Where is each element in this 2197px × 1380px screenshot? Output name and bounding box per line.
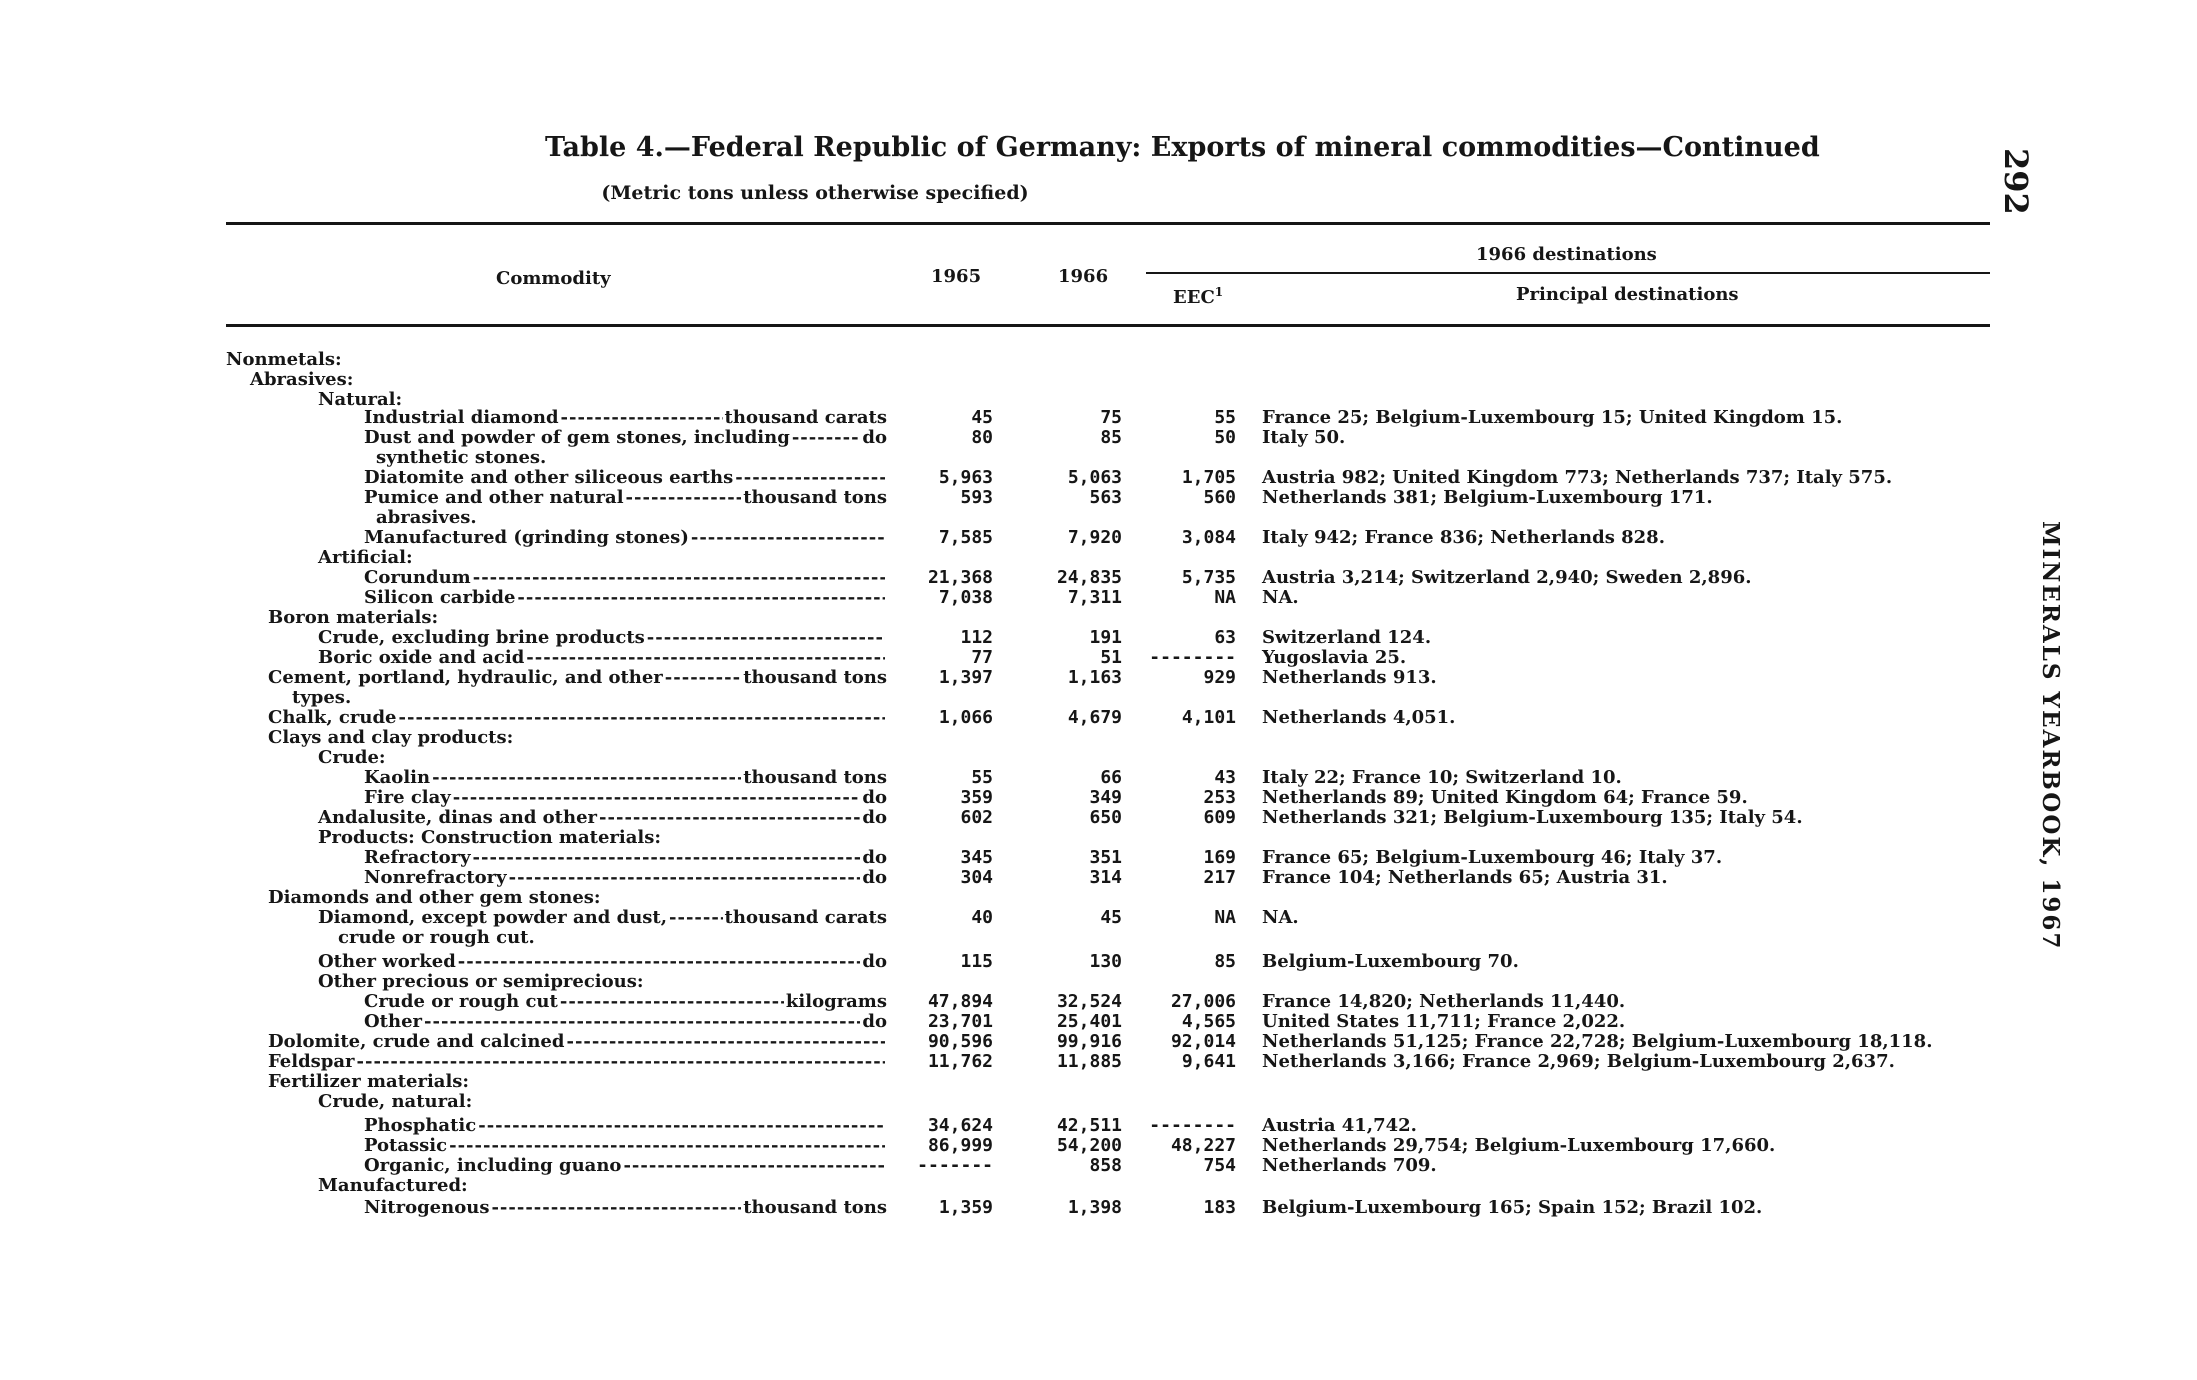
principal-destinations: France 14,820; Netherlands 11,440.	[1262, 991, 1626, 1012]
value-1965: 23,701	[927, 1011, 993, 1032]
dot-leader	[623, 1155, 885, 1177]
commodity-unit: do	[862, 951, 887, 972]
value-1966: 351	[1089, 847, 1122, 868]
principal-destinations: Belgium-Luxembourg 70.	[1262, 951, 1519, 972]
commodity-label	[268, 1051, 887, 1073]
header-commodity: Commodity	[496, 268, 611, 289]
commodity-name: Manufactured (grinding stones)	[364, 527, 689, 548]
value-1965: 34,624	[927, 1115, 993, 1136]
commodity-unit: thousand carats	[724, 907, 887, 928]
dot-leader	[449, 1135, 885, 1157]
principal-destinations: Switzerland 124.	[1262, 627, 1432, 648]
principal-destinations: Italy 22; France 10; Switzerland 10.	[1262, 767, 1622, 788]
value-1966: 32,524	[1056, 991, 1122, 1012]
commodity-label	[364, 487, 887, 509]
principal-destinations: Austria 3,214; Switzerland 2,940; Sweden 2,896.	[1262, 567, 1752, 588]
value-1965: 86,999	[927, 1135, 993, 1156]
dot-leader	[473, 567, 885, 589]
header-eec-label: EEC	[1173, 287, 1215, 308]
commodity-unit: do	[862, 867, 887, 888]
value-1965: 90,596	[927, 1031, 993, 1052]
commodity-label	[318, 647, 887, 669]
value-1965: 80	[971, 427, 993, 448]
dot-leader	[473, 847, 861, 869]
value-1966: 191	[1089, 627, 1122, 648]
table-row	[0, 991, 2197, 1013]
principal-destinations: Belgium-Luxembourg 165; Spain 152; Brazil 102.	[1262, 1197, 1763, 1218]
value-1965: 304	[960, 867, 993, 888]
value-eec: 85	[1214, 951, 1236, 972]
value-1965: 1,066	[938, 707, 993, 728]
table-row	[0, 647, 2197, 669]
value-eec: 43	[1214, 767, 1236, 788]
value-1965: 7,038	[938, 587, 993, 608]
table-row	[0, 807, 2197, 829]
commodity-name: Other worked	[318, 951, 456, 972]
value-1966: 51	[1100, 647, 1122, 668]
principal-destinations: Yugoslavia 25.	[1262, 647, 1407, 668]
commodity-label	[364, 991, 887, 1013]
commodity-label	[364, 847, 887, 869]
section-heading: Crude:	[318, 747, 386, 768]
value-1966: 99,916	[1056, 1031, 1122, 1052]
table-subtitle: (Metric tons unless otherwise specified)	[601, 182, 1029, 204]
table-row	[0, 407, 2197, 429]
table-row	[0, 827, 2197, 849]
dot-leader	[509, 867, 861, 889]
dot-leader	[599, 807, 860, 829]
value-1965: 55	[971, 767, 993, 788]
value-eec: --------	[1149, 1115, 1236, 1136]
dot-leader	[792, 427, 861, 449]
dot-leader	[357, 1051, 885, 1073]
principal-destinations: NA.	[1262, 587, 1299, 608]
table-row	[0, 607, 2197, 629]
table-row	[0, 1155, 2197, 1177]
principal-destinations: Italy 942; France 836; Netherlands 828.	[1262, 527, 1665, 548]
table-row	[0, 667, 2197, 689]
commodity-unit: thousand tons	[743, 667, 887, 688]
table-row	[0, 527, 2197, 549]
dot-leader	[691, 527, 885, 549]
principal-destinations: Austria 982; United Kingdom 773; Netherlands 737; Italy 575.	[1262, 467, 1893, 488]
table-row	[0, 1071, 2197, 1093]
commodity-name: Other	[364, 1011, 423, 1032]
principal-destinations: NA.	[1262, 907, 1299, 928]
value-1966: 7,920	[1067, 527, 1122, 548]
principal-destinations: Netherlands 913.	[1262, 667, 1437, 688]
commodity-label	[318, 627, 887, 649]
value-eec: 253	[1203, 787, 1236, 808]
value-1965: 45	[971, 407, 993, 428]
commodity-label	[364, 1115, 887, 1137]
commodity-unit: thousand tons	[743, 1197, 887, 1218]
dot-leader	[478, 1115, 885, 1137]
value-1966: 75	[1100, 407, 1122, 428]
value-eec: 754	[1203, 1155, 1236, 1176]
value-1966: 85	[1100, 427, 1122, 448]
value-1965: 359	[960, 787, 993, 808]
table-row	[0, 587, 2197, 609]
value-eec: 217	[1203, 867, 1236, 888]
value-1966: 42,511	[1056, 1115, 1122, 1136]
value-eec: 4,565	[1181, 1011, 1236, 1032]
table-row	[0, 369, 2197, 391]
value-1965: 11,762	[927, 1051, 993, 1072]
commodity-name: Potassic	[364, 1135, 448, 1156]
section-heading: types.	[292, 687, 352, 708]
principal-destinations: France 25; Belgium-Luxembourg 15; United Kingdom 15.	[1262, 407, 1843, 428]
table-row	[0, 1197, 2197, 1219]
value-1966: 4,679	[1067, 707, 1122, 728]
value-1965: -------	[917, 1155, 993, 1176]
header-1966: 1966	[1058, 266, 1109, 287]
table-title: Table 4.—Federal Republic of Germany: Exports of mineral commodities—Continued	[545, 132, 1820, 163]
section-heading: Clays and clay products:	[268, 727, 514, 748]
table-row	[0, 927, 2197, 949]
value-1965: 40	[971, 907, 993, 928]
table-row	[0, 1175, 2197, 1197]
dot-leader	[560, 991, 784, 1013]
section-heading: Manufactured:	[318, 1175, 468, 1196]
commodity-label	[318, 951, 887, 973]
table-row	[0, 971, 2197, 993]
value-eec: NA	[1214, 907, 1236, 928]
principal-destinations: France 65; Belgium-Luxembourg 46; Italy 37.	[1262, 847, 1723, 868]
value-eec: 55	[1214, 407, 1236, 428]
commodity-name: Corundum	[364, 567, 471, 588]
commodity-label	[364, 1011, 887, 1033]
value-1966: 25,401	[1056, 1011, 1122, 1032]
commodity-label	[268, 707, 887, 729]
dot-leader	[561, 407, 723, 429]
value-1965: 77	[971, 647, 993, 668]
header-principal-destinations: Principal destinations	[1516, 284, 1739, 305]
commodity-unit: do	[862, 807, 887, 828]
table-row	[0, 627, 2197, 649]
value-eec: 1,705	[1181, 467, 1236, 488]
table-row	[0, 1011, 2197, 1033]
commodity-unit: thousand carats	[724, 407, 887, 428]
table-row	[0, 847, 2197, 869]
commodity-name: Cement, portland, hydraulic, and other	[268, 667, 663, 688]
dot-leader	[517, 587, 885, 609]
section-heading: crude or rough cut.	[338, 927, 535, 948]
table-row	[0, 687, 2197, 709]
commodity-label	[364, 587, 887, 609]
commodity-label	[364, 1155, 887, 1177]
commodity-label	[268, 667, 887, 689]
commodity-label	[318, 907, 887, 929]
commodity-label	[364, 767, 887, 789]
header-1965: 1965	[931, 266, 982, 287]
dot-leader	[432, 767, 741, 789]
value-1965: 112	[960, 627, 993, 648]
value-eec: NA	[1214, 587, 1236, 608]
principal-destinations: Netherlands 51,125; France 22,728; Belgium-Luxembourg 18,118.	[1262, 1031, 1933, 1052]
table-row	[0, 767, 2197, 789]
commodity-name: Diatomite and other siliceous earths	[364, 467, 734, 488]
section-heading: Natural:	[318, 389, 403, 410]
value-eec: 3,084	[1181, 527, 1236, 548]
value-eec: 929	[1203, 667, 1236, 688]
value-eec: 5,735	[1181, 567, 1236, 588]
section-heading: Diamonds and other gem stones:	[268, 887, 601, 908]
commodity-name: Fire clay	[364, 787, 451, 808]
value-1966: 650	[1089, 807, 1122, 828]
dot-leader	[626, 487, 742, 509]
principal-destinations: Austria 41,742.	[1262, 1115, 1417, 1136]
section-heading: Other precious or semiprecious:	[318, 971, 644, 992]
principal-destinations: Netherlands 3,166; France 2,969; Belgium-Luxembourg 2,637.	[1262, 1051, 1895, 1072]
commodity-label	[318, 807, 887, 829]
value-1965: 7,585	[938, 527, 993, 548]
commodity-name: Refractory	[364, 847, 471, 868]
commodity-name: Crude or rough cut	[364, 991, 558, 1012]
commodity-name: Phosphatic	[364, 1115, 477, 1136]
value-1966: 54,200	[1056, 1135, 1122, 1156]
table-row	[0, 1135, 2197, 1157]
commodity-name: Nitrogenous	[364, 1197, 490, 1218]
principal-destinations: Netherlands 4,051.	[1262, 707, 1456, 728]
table-row	[0, 349, 2197, 371]
commodity-name: Chalk, crude	[268, 707, 397, 728]
value-eec: 609	[1203, 807, 1236, 828]
commodity-name: Feldspar	[268, 1051, 355, 1072]
header-eec	[1173, 285, 1223, 308]
running-head: MINERALS YEARBOOK, 1967	[2037, 521, 2064, 951]
value-eec: 9,641	[1181, 1051, 1236, 1072]
commodity-name: Nonrefractory	[364, 867, 507, 888]
table-row	[0, 447, 2197, 469]
table-row	[0, 427, 2197, 449]
value-eec: 92,014	[1170, 1031, 1236, 1052]
dot-leader	[669, 907, 723, 929]
header-eec-footnote: 1	[1214, 285, 1224, 299]
table-row	[0, 1091, 2197, 1113]
value-eec: 169	[1203, 847, 1236, 868]
destinations-rule	[1146, 272, 1990, 274]
value-1965: 593	[960, 487, 993, 508]
value-1966: 11,885	[1056, 1051, 1122, 1072]
principal-destinations: Netherlands 381; Belgium-Luxembourg 171.	[1262, 487, 1713, 508]
section-heading: Boron materials:	[268, 607, 439, 628]
top-rule	[226, 222, 1990, 225]
dot-leader	[491, 1197, 741, 1219]
dot-leader	[453, 787, 861, 809]
section-heading: synthetic stones.	[376, 447, 547, 468]
commodity-label	[268, 1031, 887, 1053]
commodity-name: Kaolin	[364, 767, 431, 788]
commodity-unit: kilograms	[785, 991, 887, 1012]
value-1965: 602	[960, 807, 993, 828]
commodity-label	[364, 467, 887, 489]
value-1966: 66	[1100, 767, 1122, 788]
commodity-name: Industrial diamond	[364, 407, 559, 428]
commodity-name: Pumice and other natural	[364, 487, 624, 508]
commodity-label	[364, 427, 887, 449]
table-row	[0, 707, 2197, 729]
principal-destinations: Netherlands 89; United Kingdom 64; France 59.	[1262, 787, 1748, 808]
table-row	[0, 1115, 2197, 1137]
commodity-unit: do	[862, 1011, 887, 1032]
commodity-label	[364, 527, 887, 549]
commodity-name: Diamond, except powder and dust,	[318, 907, 667, 928]
header-1966-destinations: 1966 destinations	[1476, 244, 1657, 265]
table-row	[0, 1051, 2197, 1073]
commodity-unit: do	[862, 427, 887, 448]
table-row	[0, 787, 2197, 809]
dot-leader	[399, 707, 886, 729]
commodity-unit: thousand tons	[743, 767, 887, 788]
commodity-label	[364, 787, 887, 809]
value-1965: 47,894	[927, 991, 993, 1012]
table-row	[0, 867, 2197, 889]
value-1966: 314	[1089, 867, 1122, 888]
section-heading: abrasives.	[376, 507, 477, 528]
value-eec: 50	[1214, 427, 1236, 448]
table-row	[0, 747, 2197, 769]
value-1966: 45	[1100, 907, 1122, 928]
commodity-name: Andalusite, dinas and other	[318, 807, 598, 828]
table-row	[0, 727, 2197, 749]
principal-destinations: France 104; Netherlands 65; Austria 31.	[1262, 867, 1668, 888]
section-heading: Abrasives:	[250, 369, 354, 390]
dot-leader	[526, 647, 885, 669]
principal-destinations: Italy 50.	[1262, 427, 1346, 448]
section-heading: Artificial:	[318, 547, 413, 568]
commodity-name: Boric oxide and acid	[318, 647, 525, 668]
value-1965: 21,368	[927, 567, 993, 588]
table-row	[0, 467, 2197, 489]
value-eec: 4,101	[1181, 707, 1236, 728]
table-row	[0, 507, 2197, 529]
value-eec: --------	[1149, 647, 1236, 668]
section-heading: Products: Construction materials:	[318, 827, 662, 848]
commodity-name: Dust and powder of gem stones, including	[364, 427, 790, 448]
table-row	[0, 487, 2197, 509]
commodity-label	[364, 1135, 887, 1157]
page-number: 292	[1997, 148, 2035, 215]
commodity-unit: do	[862, 787, 887, 808]
value-1966: 5,063	[1067, 467, 1122, 488]
table-row	[0, 567, 2197, 589]
value-eec: 63	[1214, 627, 1236, 648]
table-row	[0, 907, 2197, 929]
value-1965: 1,359	[938, 1197, 993, 1218]
dot-leader	[647, 627, 885, 649]
commodity-label	[364, 407, 887, 429]
commodity-name: Organic, including guano	[364, 1155, 622, 1176]
table-row	[0, 951, 2197, 973]
value-1966: 563	[1089, 487, 1122, 508]
section-heading: Nonmetals:	[226, 349, 342, 370]
table-row	[0, 1031, 2197, 1053]
table-row	[0, 547, 2197, 569]
principal-destinations: Netherlands 321; Belgium-Luxembourg 135; Italy 54.	[1262, 807, 1803, 828]
principal-destinations: United States 11,711; France 2,022.	[1262, 1011, 1626, 1032]
value-1965: 1,397	[938, 667, 993, 688]
commodity-label	[364, 867, 887, 889]
value-1966: 130	[1089, 951, 1122, 972]
dot-leader	[735, 467, 885, 489]
principal-destinations: Netherlands 29,754; Belgium-Luxembourg 17,660.	[1262, 1135, 1776, 1156]
value-1966: 349	[1089, 787, 1122, 808]
value-eec: 183	[1203, 1197, 1236, 1218]
section-heading: Fertilizer materials:	[268, 1071, 470, 1092]
dot-leader	[566, 1031, 885, 1053]
value-1966: 7,311	[1067, 587, 1122, 608]
value-eec: 560	[1203, 487, 1236, 508]
dot-leader	[424, 1011, 860, 1033]
commodity-unit: thousand tons	[743, 487, 887, 508]
commodity-name: Crude, excluding brine products	[318, 627, 645, 648]
value-1965: 5,963	[938, 467, 993, 488]
header-bottom-rule	[226, 324, 1990, 327]
value-eec: 48,227	[1170, 1135, 1236, 1156]
table-row	[0, 887, 2197, 909]
commodity-name: Silicon carbide	[364, 587, 516, 608]
value-1965: 345	[960, 847, 993, 868]
commodity-label	[364, 1197, 887, 1219]
dot-leader	[458, 951, 861, 973]
section-heading: Crude, natural:	[318, 1091, 473, 1112]
value-1966: 1,163	[1067, 667, 1122, 688]
dot-leader	[665, 667, 741, 689]
commodity-name: Dolomite, crude and calcined	[268, 1031, 565, 1052]
commodity-unit: do	[862, 847, 887, 868]
value-1966: 1,398	[1067, 1197, 1122, 1218]
value-1966: 24,835	[1056, 567, 1122, 588]
value-1966: 858	[1089, 1155, 1122, 1176]
value-1965: 115	[960, 951, 993, 972]
value-eec: 27,006	[1170, 991, 1236, 1012]
commodity-label	[364, 567, 887, 589]
principal-destinations: Netherlands 709.	[1262, 1155, 1437, 1176]
